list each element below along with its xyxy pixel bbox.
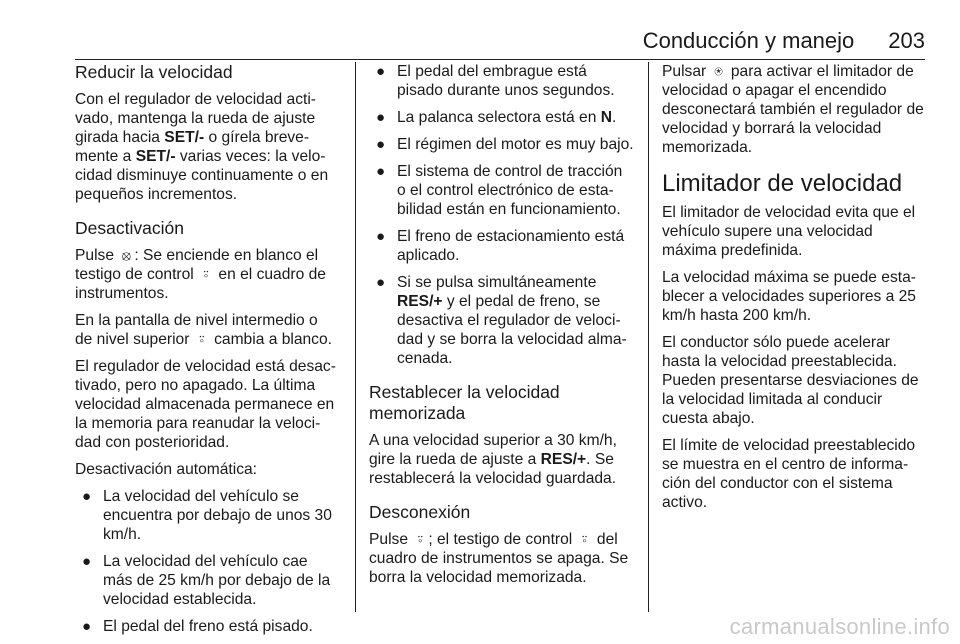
list-item: ● La velocidad del vehículo cae más de 25 km/h por debajo de la velocidad establecida. bbox=[82, 553, 331, 608]
page-title: Conducción y manejo bbox=[642, 28, 855, 53]
list-item: ● El pedal del freno está pisado. bbox=[82, 618, 313, 635]
speed-limiter-icon: ⍟ bbox=[714, 63, 723, 79]
header-rule bbox=[75, 59, 925, 60]
cruise-control-telltale-icon: ⍤ bbox=[416, 531, 425, 547]
paragraph-pantalla: En la pantalla de nivel intermedio o de nivel superior ⍤ cambia a blanco. bbox=[75, 312, 332, 348]
watermark: carmanualsonline.info bbox=[729, 614, 950, 639]
paragraph-limitador-2: La velocidad máxima se puede esta-blecer a velocidades superiores a 25 km/h hasta 200 km/h. bbox=[662, 269, 916, 324]
cruise-control-telltale-icon: ⍤ bbox=[201, 266, 211, 282]
page-number: 203 bbox=[888, 28, 925, 53]
paragraph-regulador: El regulador de velocidad está desac-tivado, pero no apagado. La última velocidad almacenada permanece en la memoria para reanudar la veloci-dad con posterioridad. bbox=[75, 358, 336, 451]
column-divider-1 bbox=[355, 62, 356, 612]
paragraph-reducir: Con el regulador de velocidad acti-vado, mantenga la rueda de ajuste girada hacia SET/- o gírela breve-mente a SET/- varias veces: la velo-cidad disminuye continuamente o en pequeños incrementos. bbox=[75, 91, 329, 203]
heading-restablecer: Restablecer la velocidad memorizada bbox=[369, 382, 560, 423]
column-3 bbox=[662, 62, 926, 520]
paragraph-limitador-3: El conductor sólo puede acelerar hasta la velocidad preestablecida. Pueden presentarse desviaciones de la velocidad limitada al conducir cuesta abajo. bbox=[662, 334, 919, 427]
list-item: ● La palanca selectora está en N. bbox=[376, 109, 617, 126]
column-1 bbox=[75, 62, 339, 644]
list-item: ● El freno de estacionamiento está aplicado. bbox=[376, 228, 625, 264]
column-2 bbox=[369, 62, 635, 595]
paragraph-limitador-1: El limitador de velocidad evita que el vehículo supere una velocidad máxima predefinida. bbox=[662, 204, 916, 259]
heading-reducir: Reducir la velocidad bbox=[75, 62, 233, 82]
list-item: ● El régimen del motor es muy bajo. bbox=[376, 136, 634, 153]
heading-desactivacion: Desactivación bbox=[75, 218, 184, 238]
cruise-control-telltale-icon: ⍤ bbox=[197, 331, 206, 347]
list-item: ● La velocidad del vehículo se encuentra por debajo de unos 30 km/h. bbox=[82, 488, 332, 543]
paragraph-desconexion: Pulse ⍤ ; el testigo de control ⍤ del cuadro de instrumentos se apaga. Se borra la velocidad memorizada. bbox=[369, 531, 629, 586]
paragraph-limitador-4: El límite de velocidad preestablecido se muestra en el centro de informa-ción del conductor con el sistema activo. bbox=[662, 437, 916, 511]
paragraph-automatica: Desactivación automática: bbox=[75, 461, 258, 478]
heading-desconexion: Desconexión bbox=[369, 502, 471, 522]
paragraph-pulsar: Pulsar ⍟ para activar el limitador de velocidad o apagar el encendido desconectará también el regulador de velocidad y borrará la velocidad memorizada. bbox=[662, 63, 924, 156]
list-automatica bbox=[75, 487, 339, 636]
heading-limitador: Limitador de velocidad bbox=[662, 170, 903, 197]
cruise-control-telltale-icon: ⍤ bbox=[580, 531, 589, 547]
list-continuation bbox=[369, 62, 635, 368]
page-header bbox=[75, 28, 925, 54]
paragraph-restablecer: A una velocidad superior a 30 km/h, gire la rueda de ajuste a RES/+. Se restablecerá la velocidad guardada. bbox=[369, 432, 617, 487]
list-item: ● El pedal del embrague está pisado durante unos segundos. bbox=[376, 63, 615, 99]
paragraph-pulse: Pulse ⦻ : Se enciende en blanco el testigo de control ⍤ en el cuadro de instrumentos. bbox=[75, 247, 326, 302]
list-item: ● El sistema de control de tracción o el control electrónico de esta-bilidad están en funcionamiento. bbox=[376, 163, 623, 218]
cruise-off-icon: ⦻ bbox=[121, 247, 131, 263]
column-divider-2 bbox=[648, 62, 649, 612]
list-item: ● Si se pulsa simultáneamente RES/+ y el pedal de freno, se desactiva el regulador de veloci-dad y se borra la velocidad alma-cenada. bbox=[376, 274, 627, 367]
